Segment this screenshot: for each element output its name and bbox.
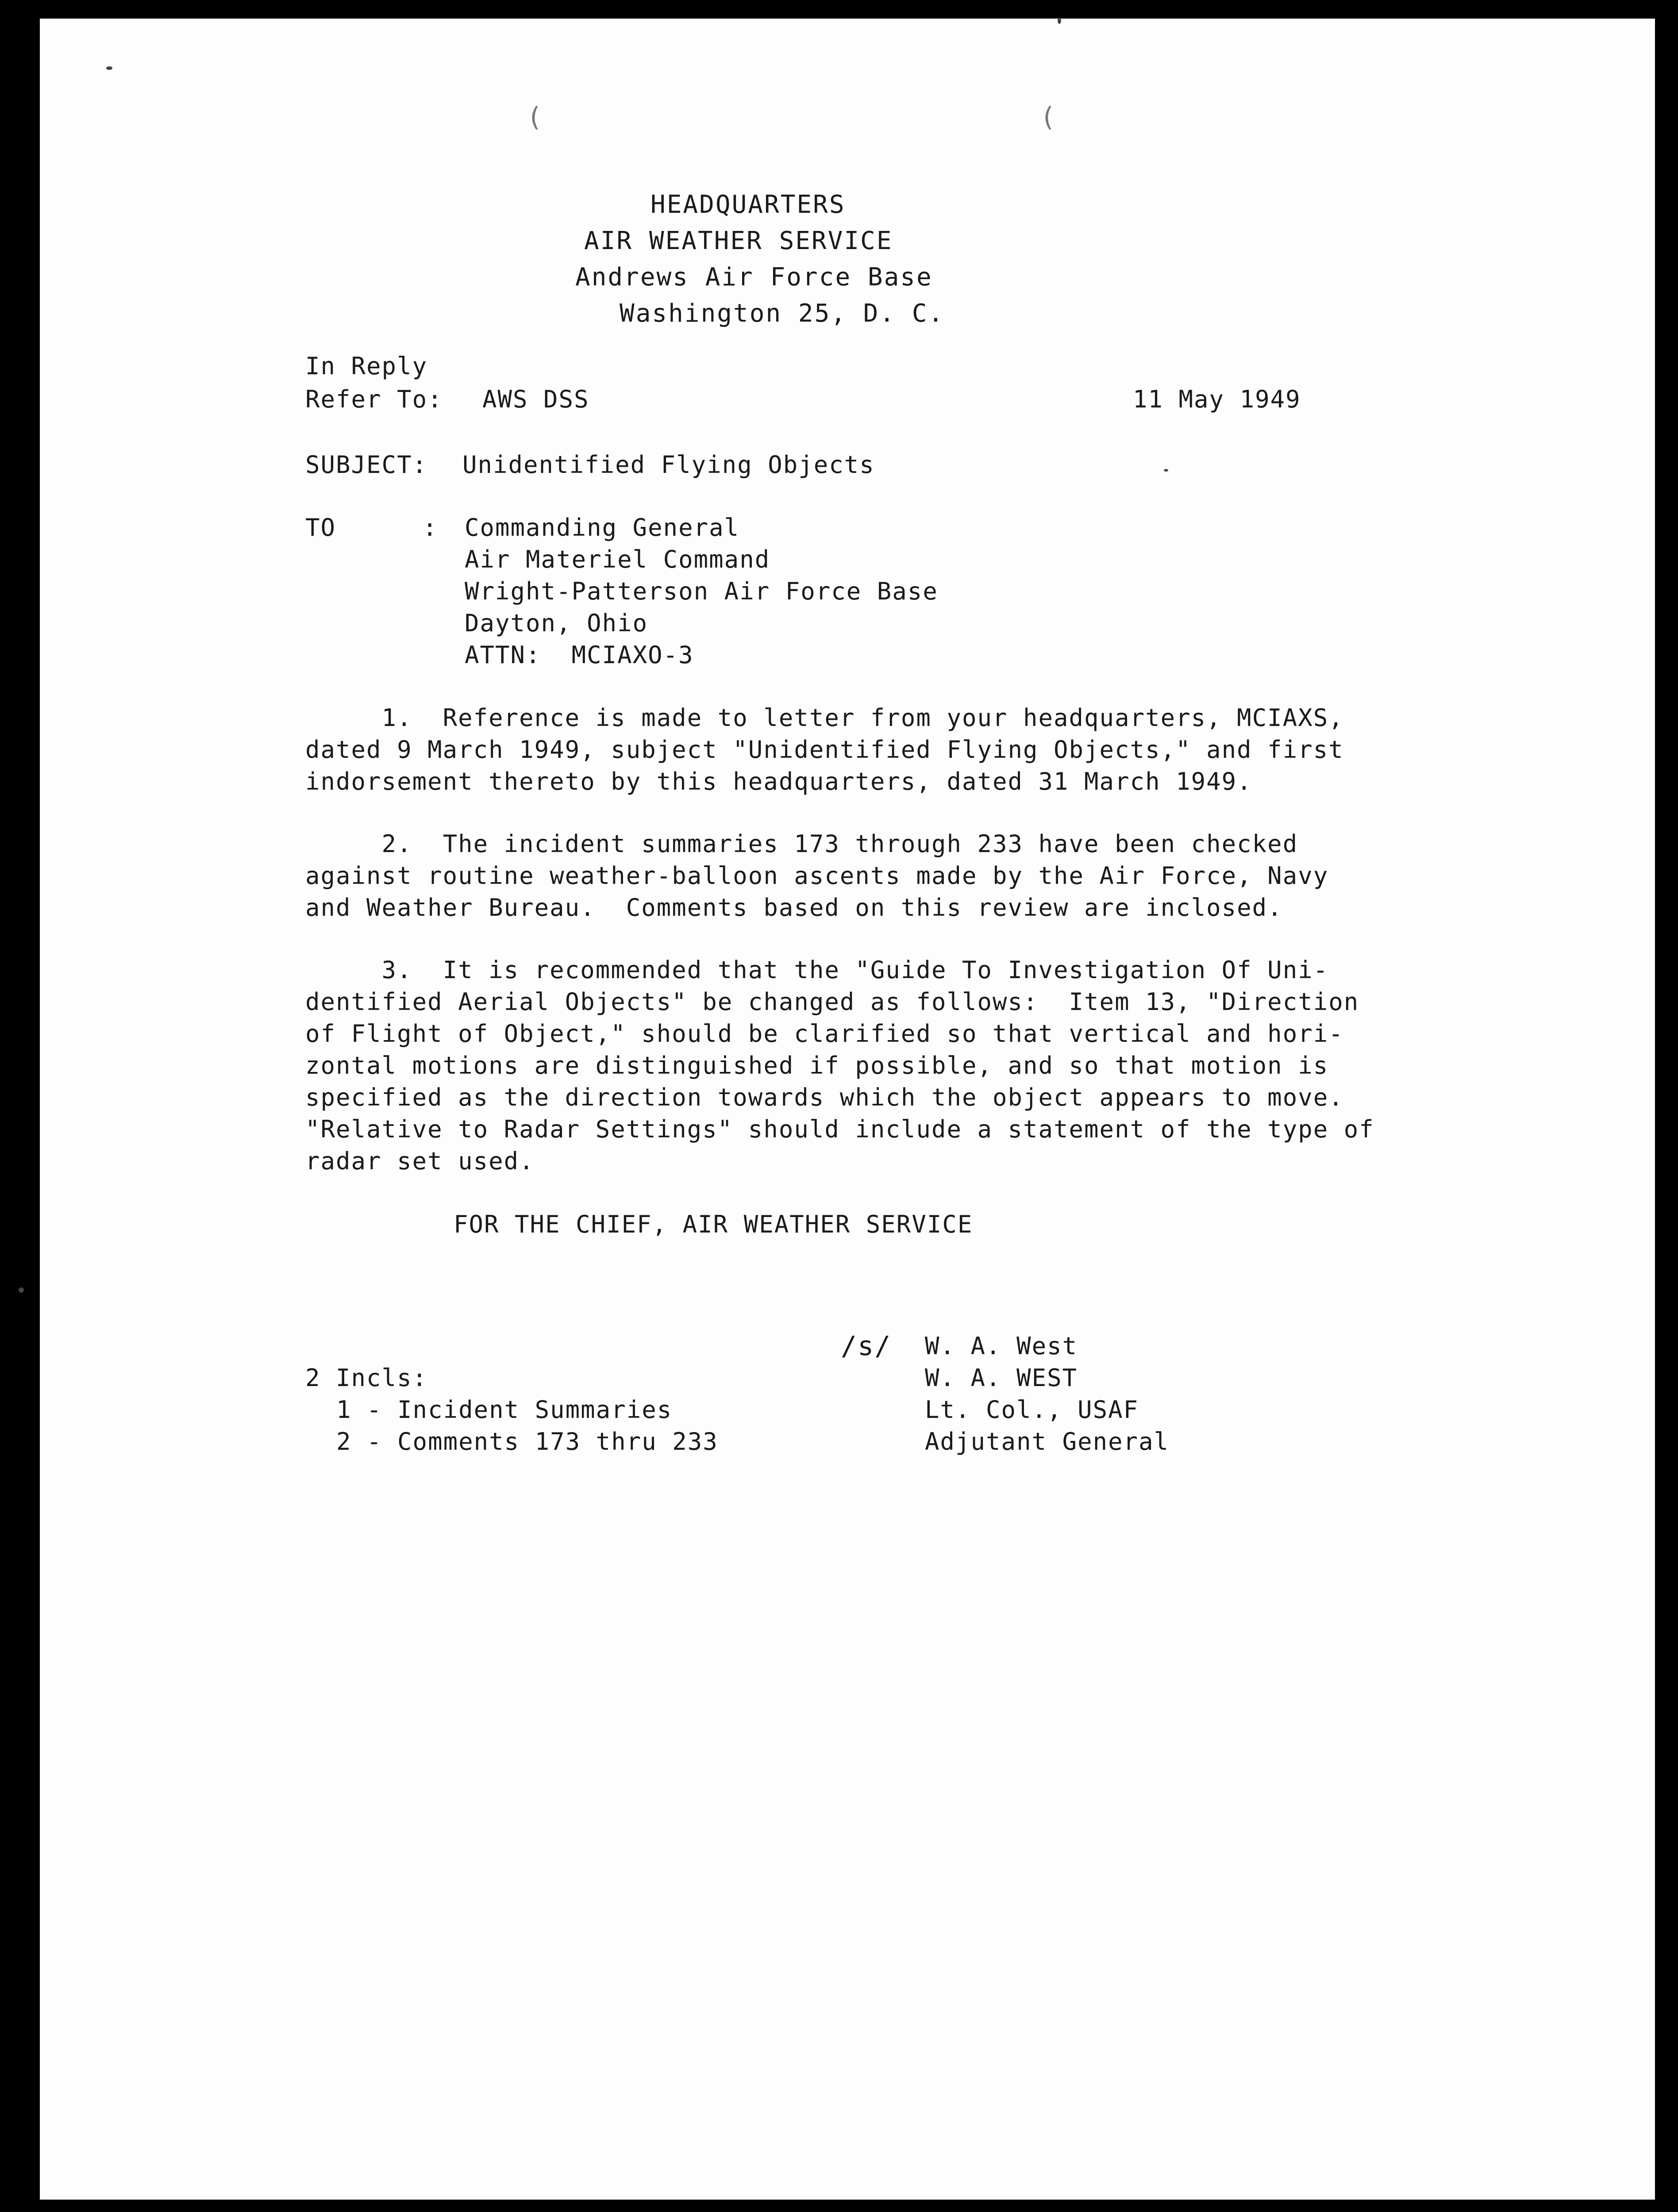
paragraph-3-line: dentified Aerial Objects" be changed as follows: Item 13, "Direction — [305, 988, 1359, 1016]
paragraph-1-line: 1. Reference is made to letter from your headquarters, MCIAXS, — [305, 704, 1344, 732]
paragraph-1-line: dated 9 March 1949, subject "Unidentified Flying Objects," and first — [305, 736, 1344, 764]
in-reply-label: In Reply — [305, 352, 428, 380]
signed-mark: /s/ — [841, 1331, 892, 1362]
signed-name: W. A. West — [925, 1332, 1078, 1360]
scan-speck — [106, 66, 112, 70]
paragraph-1-line: indorsement thereto by this headquarters, dated 31 March 1949. — [305, 768, 1252, 795]
to-line: Dayton, Ohio — [465, 609, 648, 637]
paragraph-3-line: specified as the direction towards which the object appears to move. — [305, 1083, 1344, 1111]
inclosures-label: 2 Incls: — [305, 1364, 428, 1392]
scan-mark: ( — [1040, 102, 1056, 133]
letterhead-line-3: Andrews Air Force Base — [575, 263, 933, 292]
paragraph-3-line: 3. It is recommended that the "Guide To Investigation Of Uni- — [305, 956, 1329, 984]
for-the-chief: FOR THE CHIEF, AIR WEATHER SERVICE — [454, 1210, 973, 1238]
signer-title: Adjutant General — [925, 1428, 1170, 1455]
refer-to-value: AWS DSS — [482, 385, 589, 413]
typed-name: W. A. WEST — [925, 1364, 1078, 1392]
signer-rank: Lt. Col., USAF — [925, 1396, 1139, 1424]
subject-label: SUBJECT: — [305, 451, 428, 479]
letterhead-line-1: HEADQUARTERS — [650, 190, 846, 219]
letterhead-line-4: Washington 25, D. C. — [620, 299, 945, 328]
paragraph-3-line: of Flight of Object," should be clarified so that vertical and hori- — [305, 1020, 1344, 1048]
paragraph-2-line: and Weather Bureau. Comments based on this review are inclosed. — [305, 894, 1283, 922]
subject-value: Unidentified Flying Objects — [462, 451, 875, 479]
paragraph-2-line: 2. The incident summaries 173 through 233 have been checked — [305, 830, 1298, 858]
letter-date: 11 May 1949 — [1133, 385, 1301, 413]
inclosure-item: 1 - Incident Summaries — [336, 1396, 673, 1424]
to-line: Commanding General — [465, 514, 740, 541]
to-label: TO — [305, 514, 336, 541]
to-line: Air Materiel Command — [465, 545, 770, 573]
inclosure-item: 2 - Comments 173 thru 233 — [336, 1428, 718, 1455]
scan-speck — [1058, 18, 1061, 24]
paragraph-3-line: zontal motions are distinguished if possible, and so that motion is — [305, 1052, 1329, 1079]
scan-speck — [1164, 469, 1168, 472]
scan-mark: ( — [527, 102, 543, 133]
paragraph-3-line: "Relative to Radar Settings" should include a statement of the type of — [305, 1115, 1374, 1143]
letterhead-line-2: AIR WEATHER SERVICE — [584, 227, 893, 255]
to-colon: : — [423, 514, 438, 541]
to-line: ATTN: MCIAXO-3 — [465, 641, 694, 669]
scan-speck — [19, 1287, 24, 1293]
to-line: Wright-Patterson Air Force Base — [465, 577, 938, 605]
refer-to-label: Refer To: — [305, 385, 443, 413]
paragraph-3-line: radar set used. — [305, 1147, 535, 1175]
paragraph-2-line: against routine weather-balloon ascents made by the Air Force, Navy — [305, 862, 1329, 890]
